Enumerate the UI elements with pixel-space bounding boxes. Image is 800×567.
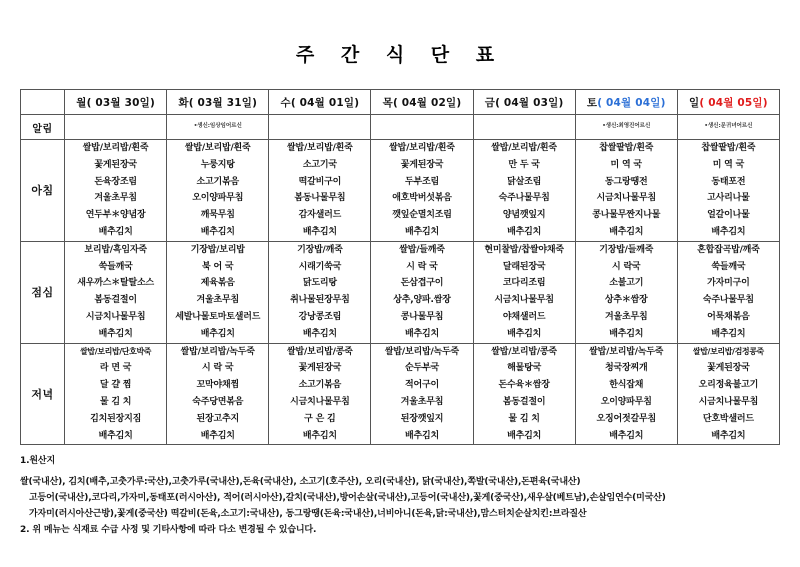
dish-item: 현미찰밥/찹쌀야채죽 [484,244,564,255]
dish-item: 시 락국 [612,261,641,272]
breakfast-cell-mon [65,140,167,242]
dish-item: 기장밥/보리밥 [190,244,245,255]
dish-item: 쌀밥/보리밥/흰죽 [184,143,251,153]
breakfast-cell-wed [269,140,371,242]
lunch-cell-tue [167,241,269,343]
dish-item: 오이양파무침 [600,396,652,407]
dish-item: 구 은 김 [304,413,336,424]
lunch-cell-sun [677,241,779,343]
dish-item: 가자미구이 [707,278,750,289]
dish-item: 봄동걸절이 [502,396,546,407]
dish-item: 닭도리탕 [302,278,337,289]
day-name-fri: 금 [484,96,496,109]
dish-item: 배추김치 [711,328,746,339]
dish-item: 꽃게된장국 [400,159,444,170]
notice-cell-thu [371,115,473,140]
dish-item: 쌀밥/보리밥/콩죽 [491,346,557,357]
dish-item: 배추김치 [609,328,644,339]
dinner-cell-fri [473,343,575,445]
dinner-cell-sat [575,343,677,445]
dish-item: 콩나물무침 [400,311,444,322]
dish-item: 찹쌀팥밥/흰죽 [599,143,654,153]
dinner-cell-sun [677,343,779,445]
dish-item: 돈삼겹구이 [400,278,444,289]
dish-item: 배추김치 [507,328,542,339]
dish-item: 라 면 국 [99,363,132,374]
dish-item: 오징어젓갈무침 [596,413,656,424]
breakfast-row [21,140,780,242]
notice-cell-sat [575,115,677,140]
dish-item: 꽃게된장국 [707,363,750,374]
column-header-thu [371,90,473,115]
dish-item: 김치된장지짐 [90,413,142,424]
dish-item: 봄동걸절이 [94,295,137,306]
dish-item: 쌀밥/보리밥/단호박죽 [80,346,152,356]
dish-item: 꼬막야채찜 [196,380,239,391]
footnote-origin-label: 1.원산지 [20,456,56,467]
column-header-wed [269,90,371,115]
dish-item: 겨울초무침 [94,193,137,204]
dish-item: 꽃게된장국 [298,363,342,374]
dish-item: 세발나물토마토샐러드 [175,311,261,322]
day-date-wed: ( 04월 01일) [290,96,360,109]
dinner-cell-wed [269,343,371,445]
breakfast-cell-fri [473,140,575,242]
dish-item: 겨울초무침 [400,396,444,407]
dish-item: 보리밥/흑임자죽 [84,244,147,255]
day-date-fri: ( 04월 03일) [495,96,564,109]
column-header-fri [473,90,575,115]
dish-item: 기장밥/들깨죽 [599,244,654,255]
dish-item: 어묵채볶음 [707,311,750,322]
lunch-row [21,241,780,343]
notice-text-tue: •생신:임상임어르신 [193,123,242,130]
dish-item: 시 락 국 [406,261,438,272]
column-header-sun [677,90,779,115]
dinner-cell-mon [65,343,167,445]
dish-item: 배추김치 [404,226,439,237]
dish-item: 물 김 치 [99,396,132,407]
dish-item: 배추김치 [98,430,133,441]
day-name-tue: 화 [178,96,189,109]
dish-item: 배추김치 [404,328,439,339]
dish-item: 배추김치 [302,226,337,237]
dish-item: 감자샐러드 [298,210,342,221]
dish-item: 얼갈이나물 [707,210,750,221]
dish-item: 겨울초무침 [196,295,239,306]
day-date-sat: ( 04월 04일) [597,96,666,109]
dish-item: 동그랑땡전 [604,176,648,187]
dish-item: 배추김치 [711,226,746,237]
dish-item: 돈육장조림 [94,176,137,187]
dish-item: 배추김치 [302,328,337,339]
breakfast-cell-tue [167,140,269,242]
dish-item: 오리정육불고기 [698,380,759,391]
dish-item: 배추김치 [98,226,133,237]
dish-item: 단호박샐러드 [702,413,754,424]
dish-item: 배추김치 [200,328,235,339]
dish-item: 쌀밥/보리밥/녹두죽 [180,346,255,357]
dish-item: 제육볶음 [200,278,235,289]
weekly-menu-table [20,89,780,445]
dish-item: 콩나물무짠지나물 [592,210,661,221]
dish-item: 상추,양파.쌈장 [393,295,451,306]
dish-item: 된장깻잎지 [400,413,444,424]
dish-item: 미 역 국 [712,159,745,170]
dish-item: 배추김치 [507,430,542,441]
dish-item: 봄동나물무침 [294,193,346,204]
lunch-cell-mon [65,241,167,343]
dish-item: 고사리나물 [707,193,750,204]
day-date-sun: ( 04월 05일) [699,96,768,109]
day-date-mon: ( 03월 30일) [86,96,155,109]
dish-item: 쌀밥/보리밥/흰죽 [82,143,149,153]
dish-item: 혼합잡곡밥/깨죽 [697,244,760,255]
dish-item: 쌀밥/보리밥/콩죽 [287,346,353,357]
dish-item: 배추김치 [98,328,133,339]
footnotes-section [20,453,780,538]
footnote-origin-line-2: 고등어(국내산),코다리,가자미,동태포(러시아산), 적어(러시아산),갈치(국내산),방어손살(국내산),고등어(국내산),꽃게(중국산),새우살(베트남),손살임연수(미국산) [29,493,666,504]
header-corner-cell [21,90,65,115]
dish-item: 달래된장국 [502,261,546,272]
dish-item: 미 역 국 [610,159,642,170]
day-name-mon: 월 [76,96,87,109]
dish-item: 쑥들깨국 [98,261,133,272]
dish-item: 강낭콩조림 [298,311,342,322]
dish-item: 청국장찌개 [604,363,648,374]
dish-item: 소고기볶음 [298,380,342,391]
dish-item: 배추김치 [200,226,235,237]
notice-row [21,115,780,140]
notice-text-sat: •생신:최영진어르신 [602,123,651,130]
dish-item: 배추김치 [404,430,439,441]
breakfast-cell-sun [677,140,779,242]
dish-item: 깻잎순멸치조림 [392,210,452,221]
notice-text-sun: •생신:문귀녀어르신 [704,123,753,130]
dish-item: 적어구이 [404,380,439,391]
dinner-cell-tue [167,343,269,445]
dish-item: 해물탕국 [507,363,542,374]
dish-item: 배추김치 [609,430,644,441]
notice-cell-wed [269,115,371,140]
column-header-tue [167,90,269,115]
dish-item: 시금치나물무침 [85,311,146,322]
footnote-note-2: 2. 위 메뉴는 식재료 수급 사정 및 기타사항에 따라 다소 변경될 수 있습니다. [20,525,317,536]
dish-item: 새우까스＊탈탈소스 [77,278,154,289]
column-header-sat [575,90,677,115]
row-label-lunch: 점심 [21,241,65,343]
dish-item: 애호박버섯볶음 [392,193,452,204]
dish-item: 배추김치 [507,226,542,237]
dish-item: 물 김 치 [508,413,540,424]
dish-item: 숙주나물무침 [498,193,550,204]
dish-item: 쌀밥/보리밥/녹두죽 [384,346,460,357]
day-date-thu: ( 04월 02일) [392,96,462,109]
dish-item: 시금치나물무침 [596,193,656,204]
day-name-sun: 일 [689,96,700,109]
dish-item: 돈수육＊쌈장 [498,380,550,391]
dish-item: 찹쌀팥밥/흰죽 [701,143,756,153]
dish-item: 코다리조림 [502,278,546,289]
lunch-cell-fri [473,241,575,343]
dish-item: 시금치나물무침 [494,295,554,306]
dish-item: 시 락 국 [202,363,234,374]
row-label-dinner: 저녁 [21,343,65,445]
dish-item: 달 걀 찜 [99,380,132,391]
lunch-cell-sat [575,241,677,343]
notice-cell-mon [65,115,167,140]
dish-item: 된장고추지 [196,413,239,424]
dish-item: 닭살조림 [507,176,542,187]
dish-item: 북 어 국 [202,261,234,272]
dish-item: 쌀밥/보리밥/흰죽 [287,143,353,153]
dish-item: 소고기국 [302,159,337,170]
dish-item: 겨울초무침 [604,311,648,322]
day-date-tue: ( 03월 31일) [188,96,258,109]
dish-item: 양념깻잎지 [502,210,546,221]
day-name-thu: 목 [382,96,393,109]
dish-item: 소고기볶음 [196,176,239,187]
dish-item: 상추＊쌈장 [604,295,648,306]
notice-cell-sun [677,115,779,140]
dish-item: 한식잡채 [609,380,644,391]
footnote-origin-line-1: 쌀(국내산), 김치(배추,고춧가루:국산),고춧가루(국내산),돈육(국내산), 소고기(호주산), 오리(국내산), 닭(국내산),쪽발(국내산),돈편육(국내산) [20,477,581,488]
page-title: 주 간 식 단 표 [295,44,505,66]
dish-item: 쌀밥/보리밥/흰죽 [491,143,557,153]
dish-item: 꽃게된장국 [94,159,137,170]
dinner-cell-thu [371,343,473,445]
dish-item: 소불고기 [609,278,644,289]
notice-cell-tue [167,115,269,140]
footnote-origin-line-3: 가자미(러시아산근방),꽃게(중국산) 떡갈비(돈육,소고기:국내산), 동그랑땡(돈육:국내산),너비아니(돈육,닭:국내산),맘스터치순살치킨:브라질산 [29,509,587,520]
lunch-cell-wed [269,241,371,343]
dish-item: 시금치나물무침 [698,396,759,407]
dinner-row [21,343,780,445]
dish-item: 순두부국 [404,363,439,374]
column-header-mon [65,90,167,115]
row-label-breakfast: 아침 [21,140,65,242]
dish-item: 쌀밥/들깨죽 [399,244,445,255]
dish-item: 숙주나물무침 [702,295,754,306]
breakfast-cell-thu [371,140,473,242]
day-name-sat: 토 [586,96,598,109]
notice-cell-fri [473,115,575,140]
dish-item: 숙주당면볶음 [192,396,244,407]
dish-item: 배추김치 [609,226,644,237]
dish-item: 배추김치 [302,430,337,441]
dish-item: 떡갈비구이 [298,176,342,187]
dish-item: 쌀밥/보리밥/검정콩죽 [692,346,764,356]
dish-item: 만 두 국 [508,159,540,170]
dish-item: 야채샐러드 [502,311,546,322]
dish-item: 쑥들깨국 [711,261,746,272]
dish-item: 시래기쑥국 [298,261,342,272]
dish-item: 배추김치 [200,430,235,441]
table-header-row [21,90,780,115]
dish-item: 기장밥/깨죽 [297,244,343,255]
lunch-cell-thu [371,241,473,343]
dish-item: 깨묵무침 [200,210,235,221]
dish-item: 취나물된장무침 [290,295,350,306]
dish-item: 쌀밥/보리밥/흰죽 [389,143,455,153]
breakfast-cell-sat [575,140,677,242]
dish-item: 쌀밥/보리밥/녹두죽 [589,346,664,357]
dish-item: 동태포전 [711,176,746,187]
day-name-wed: 수 [280,96,291,109]
dish-item: 배추김치 [711,430,746,441]
dish-item: 누룽지탕 [200,159,235,170]
dish-item: 연두부＊양념장 [85,210,146,221]
dish-item: 시금치나물무침 [290,396,350,407]
dish-item: 두부조림 [404,176,439,187]
row-label-notice: 알림 [21,115,65,140]
dish-item: 오이양파무침 [192,193,244,204]
